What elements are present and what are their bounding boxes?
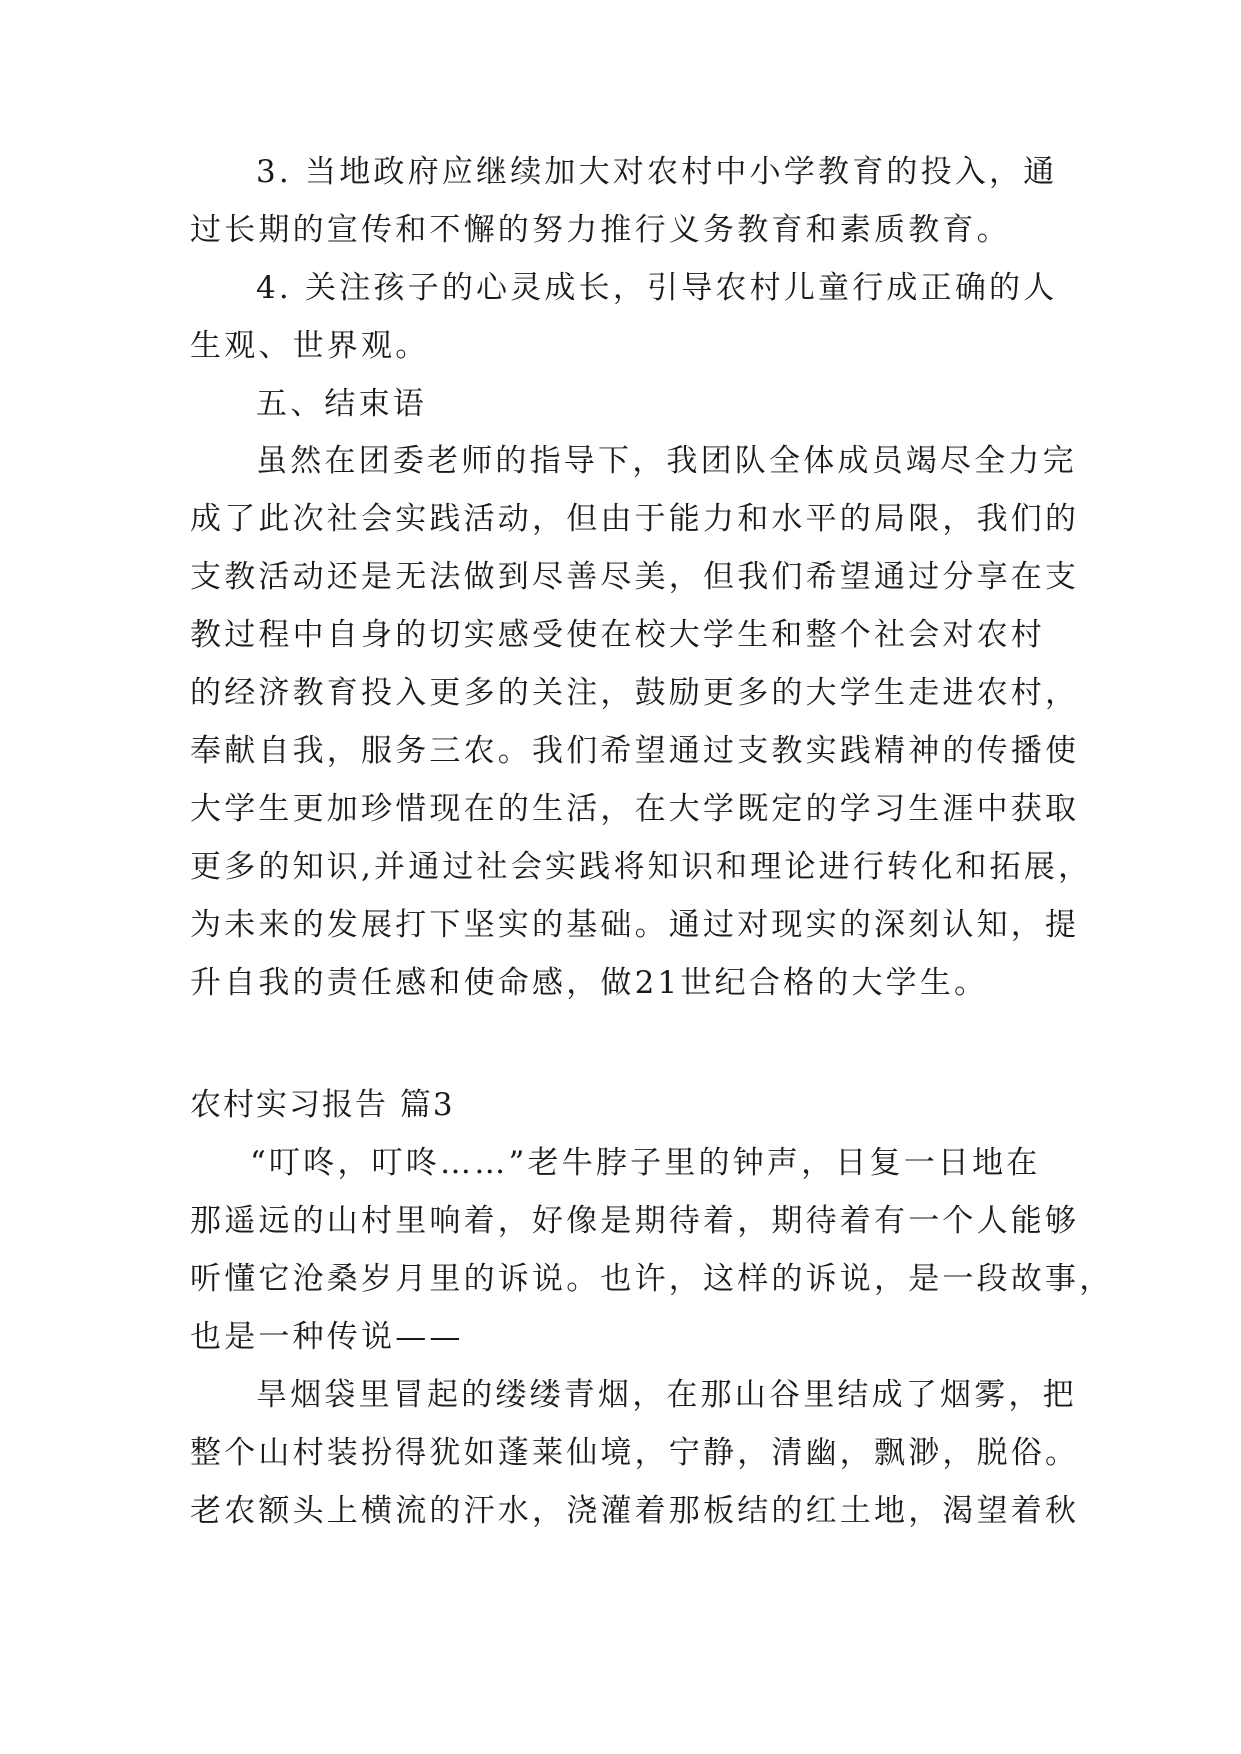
paragraph-1-line: 听懂它沧桑岁月里的诉说。也许，这样的诉说，是一段故事， [190,1261,1114,1297]
paragraph-2-line: 旱烟袋里冒起的缕缕青烟，在那山谷里结成了烟雾，把 [256,1377,1077,1413]
paragraph-1-line: 那遥远的山村里响着，好像是期待着，期待着有一个人能够 [190,1203,1080,1239]
conclusion-line: 成了此次社会实践活动，但由于能力和水平的局限，我们的 [190,501,1080,537]
item-4-line-1: 4. 关注孩子的心灵成长，引导农村儿童行成正确的人 [256,270,1058,306]
paragraph-1-line: 也是一种传说—— [190,1319,464,1355]
conclusion-line: 的经济教育投入更多的关注，鼓励更多的大学生走进农村， [190,675,1080,711]
conclusion-line: 更多的知识,并通过社会实践将知识和理论进行转化和拓展， [190,849,1093,885]
conclusion-line: 升自我的责任感和使命感，做21世纪合格的大学生。 [190,965,989,1001]
paragraph-2-line: 整个山村装扮得犹如蓬莱仙境，宁静，清幽，飘渺，脱俗。 [190,1435,1080,1471]
conclusion-line: 奉献自我，服务三农。我们希望通过支教实践精神的传播使 [190,733,1080,769]
conclusion-heading: 五、结束语 [256,386,427,422]
item-4-line-2: 生观、世界观。 [190,328,430,364]
conclusion-line: 教过程中自身的切实感受使在校大学生和整个社会对农村 [190,617,1045,653]
conclusion-line: 为未来的发展打下坚实的基础。通过对现实的深刻认知，提 [190,907,1080,943]
paragraph-2-line: 老农额头上横流的汗水，浇灌着那板结的红土地，渴望着秋 [190,1493,1080,1529]
item-3-line-2: 过长期的宣传和不懈的努力推行义务教育和素质教育。 [190,212,1011,248]
report-title: 农村实习报告 篇3 [190,1087,455,1123]
conclusion-line: 大学生更加珍惜现在的生活，在大学既定的学习生涯中获取 [190,791,1080,827]
paragraph-1-line: “叮咚，叮咚……”老牛脖子里的钟声，日复一日地在 [250,1145,1041,1181]
item-3-line-1: 3. 当地政府应继续加大对农村中小学教育的投入，通 [256,154,1058,190]
conclusion-line: 虽然在团委老师的指导下，我团队全体成员竭尽全力完 [256,443,1077,479]
conclusion-line: 支教活动还是无法做到尽善尽美，但我们希望通过分享在支 [190,559,1080,595]
